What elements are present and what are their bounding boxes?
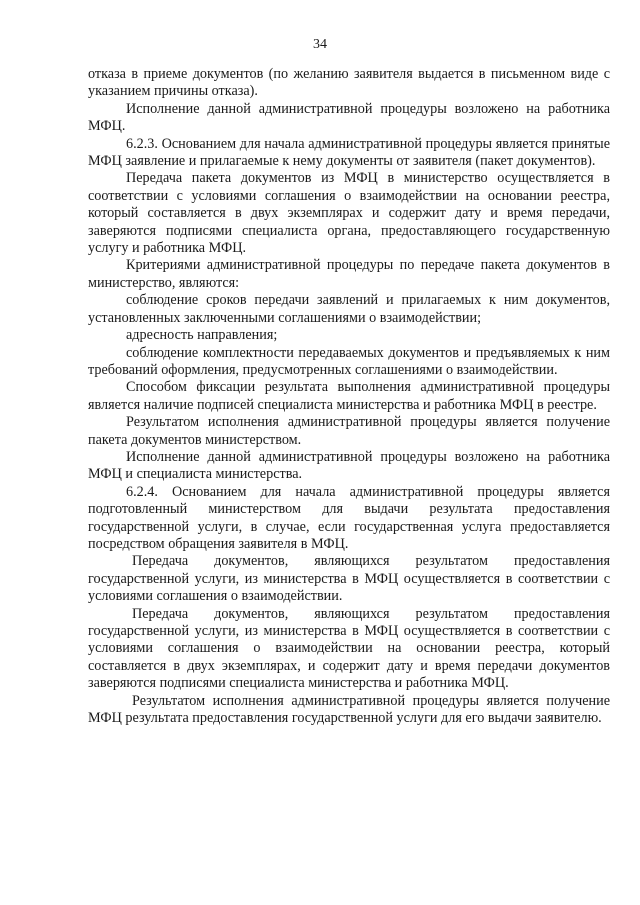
paragraph-transfer-package: Передача пакета документов из МФЦ в министерство осуществляется в соответствии с условиями соглашения о взаимодействии на основании реестра, который составляется в двух экземплярах и содержит дату и время передачи, заверяются подписями специалиста органа, предоставляющего государственную услугу и работника МФЦ. [88, 170, 610, 257]
paragraph-criterion-completeness: соблюдение комплектности передаваемых документов и предъявляемых к ним требований оформления, предусмотренных соглашениями о взаимодействии. [88, 344, 610, 378]
paragraph-refusal-continuation: отказа в приеме документов (по желанию заявителя выдается в письменном виде с указанием причины отказа). [88, 66, 610, 100]
paragraph-6-2-3: 6.2.3. Основанием для начала административной процедуры является принятые МФЦ заявление и прилагаемые к нему документы от заявителя (пакет документов). [88, 135, 610, 170]
paragraph-6-2-4: 6.2.4. Основанием для начала административной процедуры является подготовленный министерством для выдачи результата предоставления государственной услуги, в случае, если государственная услуга предоставляется посредством обращения заявителя в МФЦ. [88, 483, 610, 552]
paragraph-responsibility-mfc-ministry: Исполнение данной административной процедуры возложено на работника МФЦ и специалиста министерства. [88, 448, 610, 483]
paragraph-criteria: Критериями административной процедуры по передаче пакета документов в министерство, являются: [88, 257, 610, 291]
paragraph-responsibility-mfc: Исполнение данной административной процедуры возложено на работника МФЦ. [88, 100, 610, 135]
paragraph-result-mfc: Результатом исполнения административной процедуры является получение МФЦ результата предоставления государственной услуги для его выдачи заявителю. [88, 692, 610, 727]
paragraph-fixation-method: Способом фиксации результата выполнения административной процедуры является наличие подписей специалиста министерства и работника МФЦ в реестре. [88, 379, 610, 413]
paragraph-result-package: Результатом исполнения административной процедуры является получение пакета документов министерством. [88, 414, 610, 448]
paragraph-transfer-results: Передача документов, являющихся результатом предоставления государственной услуги, из министерства в МФЦ осуществляется в соответствии с условиями соглашения о взаимодействии. [88, 553, 610, 605]
body-text [88, 66, 610, 727]
paragraph-criterion-addressing: адресность направления; [126, 327, 278, 344]
paragraph-transfer-results-registry: Передача документов, являющихся результатом предоставления государственной услуги, из министерства в МФЦ осуществляется в соответствии с условиями соглашения о взаимодействии на основании реестра, который составляется в двух экземплярах, и содержит дату и время передачи документов заверяются подписями специалиста министерства и работника МФЦ. [88, 605, 610, 692]
paragraph-criterion-deadlines: соблюдение сроков передачи заявлений и прилагаемых к ним документов, установленных заключенными соглашениями о взаимодействии; [88, 292, 610, 326]
page-number: 34 [313, 37, 327, 52]
